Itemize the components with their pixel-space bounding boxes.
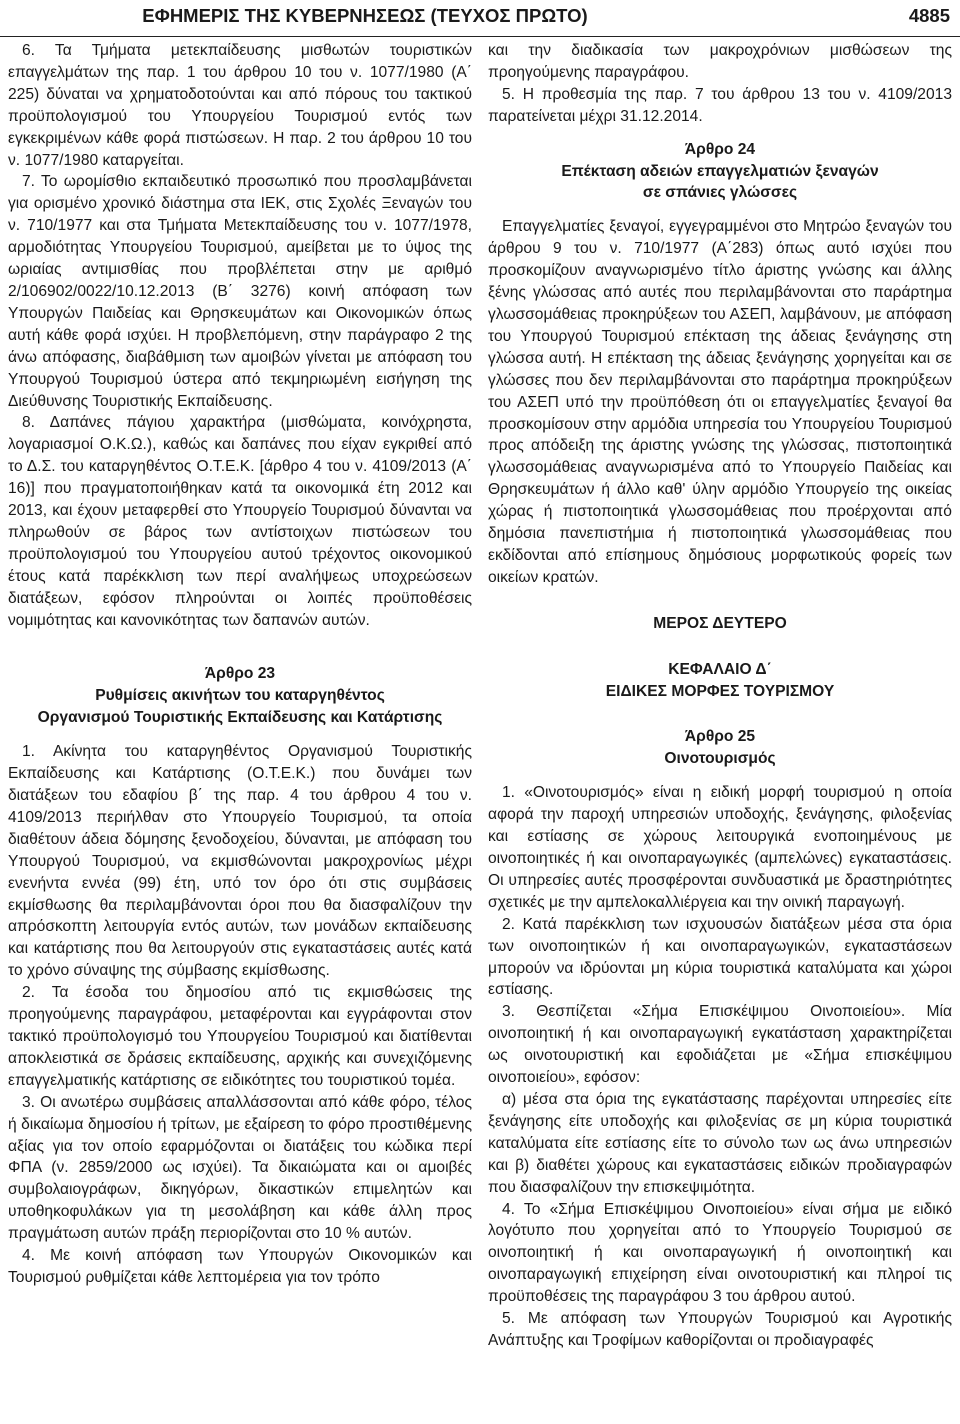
article-23-title-line-1: Ρυθμίσεις ακινήτων του καταργηθέντος	[95, 687, 385, 705]
article-24-paragraph: Επαγγελματίες ξεναγοί, εγγεγραμμένοι στο Μητρώο ξεναγών του άρθρου 9 του ν. 710/1977 (Α΄283) όπως αυτό ισχύει που προσκομίζουν αναγνωρισμένο τίτλο άριστης γνώσης και άλλης ξένης γλώσσας από αυτές που περιλαμβάνονται στο παράρτημα γλωσσομάθειας προκηρύξεων του ΑΣΕΠ, λαμβάνουν, με απόφαση του Υπουργού Τουρισμού επέκταση της άδειας ξενάγησης στη γλώσσα αυτή. Η επέκταση της άδειας ξενάγησης χορηγείται και σε γλώσσες που δεν περιλαμβάνονται στο παράρτημα προκηρύξεων του ΑΣΕΠ υπό την προϋπόθεση ότι οι επαγγελματίες ξεναγοί θα προσκομίσουν στην αρμόδια υπηρεσία του Υπουργείου Τουρισμού προς απόδειξη της άριστης γνώσης της γλώσσας, πιστοποιητικά γλωσσομάθειας αναγνωρισμένα από το Υπουργείο Παιδείας και Θρησκευμάτων ή άλλο καθ' ύλην αρμόδιο Υπουργείο της οικείας χώρας ή πιστοποιητικά γλωσσομάθειας που προέρχονται από δημόσια πανεπιστήμια ή πιστοποιητικά γλωσσομάθειας που εκδίδονται από επίσημους δημόσιους μορφωτικούς φορείς των οικείων κρατών.	[488, 218, 952, 586]
paragraph-6: 6. Τα Τμήματα μετεκπαίδευσης μισθωτών τουριστικών επαγγελμάτων της παρ. 1 του άρθρου 10 του ν. 1077/1980 (Α΄ 225) δύναται να χρηματοδοτούνται και από πόρους του τακτικού προϋπολογισμού του Υπουργείου Τουρισμού εντός των εγκεκριμένων κάθε φορά πιστώσεων. Η παρ. 2 του άρθρου 10 του ν. 1077/1980 καταργείται.	[8, 42, 472, 169]
continuation-paragraph: και την διαδικασία των μακροχρόνιων μισθώσεων της προηγούμενης παραγράφου.	[488, 42, 952, 81]
article-25-paragraph-3a: α) μέσα στα όρια της εγκατάστασης παρέχονται υπηρεσίες είτε ξενάγησης είτε υποδοχής και φιλοξενίας σε μη κύρια τουριστικά καταλύματα είτε εστίασης είτε το σύνολο των ως άνω υπηρεσιών και β) διαθέτει χώρους και εγκαταστάσεις ειδικών προδιαγραφών που διασφαλίζουν την επισκεψιμότητα.	[488, 1090, 952, 1196]
article-23-paragraph-4: 4. Με κοινή απόφαση των Υπουργών Οικονομικών και Τουρισμού ρυθμίζεται κάθε λεπτομέρεια για τον τρόπο	[8, 1247, 472, 1286]
article-25-paragraph-2: 2. Κατά παρέκκλιση των ισχυουσών διατάξεων μέσα στα όρια των οινοποιητικών ή και οινοπαραγωγικών, εγκαταστάσεων μπορούν να ιδρύονται μη κύρια τουριστικά καταλύματα και χώροι εστίασης.	[488, 915, 952, 999]
article-23-title-line-2: Οργανισμού Τουριστικής Εκπαίδευσης και Κατάρτισης	[37, 709, 443, 727]
article-23-paragraph-1: 1. Ακίνητα του καταργηθέντος Οργανισμού Τουριστικής Εκπαίδευσης και Κατάρτισης (Ο.Τ.Ε.Κ.) που δυνάμει των διατάξεων του εδαφίου β΄ της παρ. 4 του άρθρου 4 του ν. 4109/2013 περιήλθαν στο Υπουργείο Τουρισμού, τα οποία διαθέτουν άδεια δόμησης ξενοδοχείου, δύνανται, με απόφαση του Υπουργού Τουρισμού, να εκμισθώνονται μακροχρονίως μέχρι ενενήντα εννέα (99) έτη, υπό τον όρο ότι στις συμβάσεις εκμίσθωσης θα περιλαμβάνονται όροι που θα διασφαλίζουν την απρόσκοπτη λειτουργία εντός αυτών, των μονάδων εκπαίδευσης και κατάρτισης που θα λειτουργούν στις εγκαταστάσεις αυτές κατά το χρόνο σύναψης της σύμβασης εκμίσθωσης.	[8, 743, 472, 980]
article-24-title-line-2: σε σπάνιες γλώσσες	[642, 184, 798, 202]
article-24-number: Άρθρο 24	[684, 140, 756, 158]
gazette-title: ΕΦΗΜΕΡΙΣ ΤΗΣ ΚΥΒΕΡΝΗΣΕΩΣ (ΤΕΥΧΟΣ ΠΡΩΤΟ)	[142, 5, 588, 26]
article-25-paragraph-3: 3. Θεσπίζεται «Σήμα Επισκέψιμου Οινοποιείου». Μία οινοποιητική ή και οινοπαραγωγική εγκατάσταση χαρακτηρίζεται ως οινοτουριστική και εφοδιάζεται με «Σήμα επισκέψιμου οινοποιείου», εφόσον:	[488, 1003, 952, 1087]
article-23-number: Άρθρο 23	[204, 665, 276, 683]
article-25-paragraph-5: 5. Με απόφαση των Υπουργών Τουρισμού και Αγροτικής Ανάπτυξης και Τροφίμων καθορίζονται οι προδιαγραφές	[488, 1310, 952, 1349]
paragraph-7: 7. Το ωρομίσθιο εκπαιδευτικό προσωπικό που προσλαμβάνεται για ορισμένο χρονικό διάστημα στα ΙΕΚ, στις Σχολές Ξεναγών του ν. 710/1977 και στα Τμήματα Μετεκπαίδευσης του ν. 1077/1978, αρμοδιότητας Υπουργείου Τουρισμού, αμείβεται με το ύψος της ωριαίας αντιμισθίας που προβλέπεται στην με αριθμό 2/106902/0022/10.12.2013 (Β΄ 3276) κοινή απόφαση των Υπουργών Παιδείας και Θρησκευμάτων και Οικονομικών όπως αυτή κάθε φορά ισχύει. Η προβλεπόμενη, στην παράγραφο 2 της άνω απόφασης, διαβάθμιση των αμοιβών γίνεται με απόφαση του Υπουργού Τουρισμού ύστερα από τεκμηριωμένη εισήγηση της Διεύθυνσης Τουριστικής Εκπαίδευσης.	[8, 173, 472, 410]
part-heading: ΜΕΡΟΣ ΔΕΥΤΕΡΟ	[653, 614, 787, 632]
article-25-paragraph-4: 4. Το «Σήμα Επισκέψιμου Οινοποιείου» είναι σήμα με ειδικό λογότυπο που χορηγείται από το Υπουργείο Τουρισμού σε οινοποιητική ή και οινοπαραγωγική ή οινοποιητική και οινοπαραγωγική επιχείρηση είναι οινοτουριστική και πληροί τις προϋποθέσεις της παραγράφου 3 του άρθρου αυτού.	[488, 1200, 952, 1306]
page-header	[0, 0, 960, 37]
chapter-heading: ΚΕΦΑΛΑΙΟ Δ΄	[668, 660, 772, 678]
article-25-title: Οινοτουρισμός	[664, 750, 776, 768]
right-column	[488, 40, 952, 1352]
left-column	[8, 40, 472, 1289]
article-24-title-line-1: Επέκταση αδειών επαγγελματιών ξεναγών	[561, 162, 879, 180]
article-25-paragraph-1: 1. «Οινοτουρισμός» είναι η ειδική μορφή τουρισμού η οποία αφορά την παροχή υπηρεσιών υποδοχής, ξενάγησης, φιλοξενίας και εστίασης σε χώρους λειτουργικά ενοποιημένους με οινοποιητικές ή και οινοπαραγωγικές (αμπελώνες) εγκαταστάσεις. Οι υπηρεσίες αυτές προσφέρονται συνδυαστικά με δραστηριότητες σχετικές με την αμπελοκαλλιέργεια και την οινική παραγωγή.	[488, 784, 952, 911]
page-number: 4885	[908, 5, 950, 26]
chapter-title: ΕΙΔΙΚΕΣ ΜΟΡΦΕΣ ΤΟΥΡΙΣΜΟΥ	[605, 682, 835, 700]
article-25-number: Άρθρο 25	[684, 728, 756, 746]
paragraph-5: 5. Η προθεσμία της παρ. 7 του άρθρου 13 του ν. 4109/2013 παρατείνεται μέχρι 31.12.2014.	[488, 85, 952, 125]
article-23-paragraph-3: 3. Οι ανωτέρω συμβάσεις απαλλάσσονται από κάθε φόρο, τέλος ή δικαίωμα δημοσίου ή τρίτων, με εξαίρεση το φόρο προστιθέμενης αξίας για τον οποίο εφαρμόζονται οι διατάξεις του κώδικα περί ΦΠΑ (ν. 2859/2000 ως ισχύει). Τα δικαιώματα και οι αμοιβές συμβολαιογράφων, δικηγόρων, δικαστικών επιμελητών και υποθηκοφυλάκων για τη μεσολάβηση και κάθε άλλη προς πραγμάτωση αυτών πράξη περιορίζονται στο 10 % αυτών.	[8, 1093, 472, 1243]
paragraph-8: 8. Δαπάνες πάγιου χαρακτήρα (μισθώματα, κοινόχρηστα, λογαριασμοί Ο.Κ.Ω.), καθώς και δαπάνες που είχαν εγκριθεί από το Δ.Σ. του καταργηθέντος Ο.Τ.Ε.Κ. [άρθρο 4 του ν. 4109/2013 (Α΄ 16)] που πραγματοποιήθηκαν κατά τα οικονομικά έτη 2012 και 2013, και έχουν μεταφερθεί στο Υπουργείο Τουρισμού δύνανται να πληρωθούν σε βάρος των αντίστοιχων πιστώσεων του προϋπολογισμού του Υπουργείου αυτού τρέχοντος οικονομικού έτους κατά παρέκκλιση των περί αναλήψεως υποχρεώσεων διατάξεων, εφόσον πληρούνται οι λοιπές προϋποθέσεις νομιμότητας και κανονικότητας των δαπανών αυτών.	[8, 414, 472, 629]
article-23-paragraph-2: 2. Τα έσοδα του δημοσίου από τις εκμισθώσεις της προηγούμενης παραγράφου, μεταφέρονται και εγγράφονται στον τακτικό προϋπολογισμό του Υπουργείου Τουρισμού και διατίθενται αποκλειστικά σε δράσεις εκπαίδευσης, αρχικής και συνεχιζόμενης επαγγελματικής κατάρτισης σε ειδικότητες του τουριστικού τομέα.	[8, 984, 472, 1089]
